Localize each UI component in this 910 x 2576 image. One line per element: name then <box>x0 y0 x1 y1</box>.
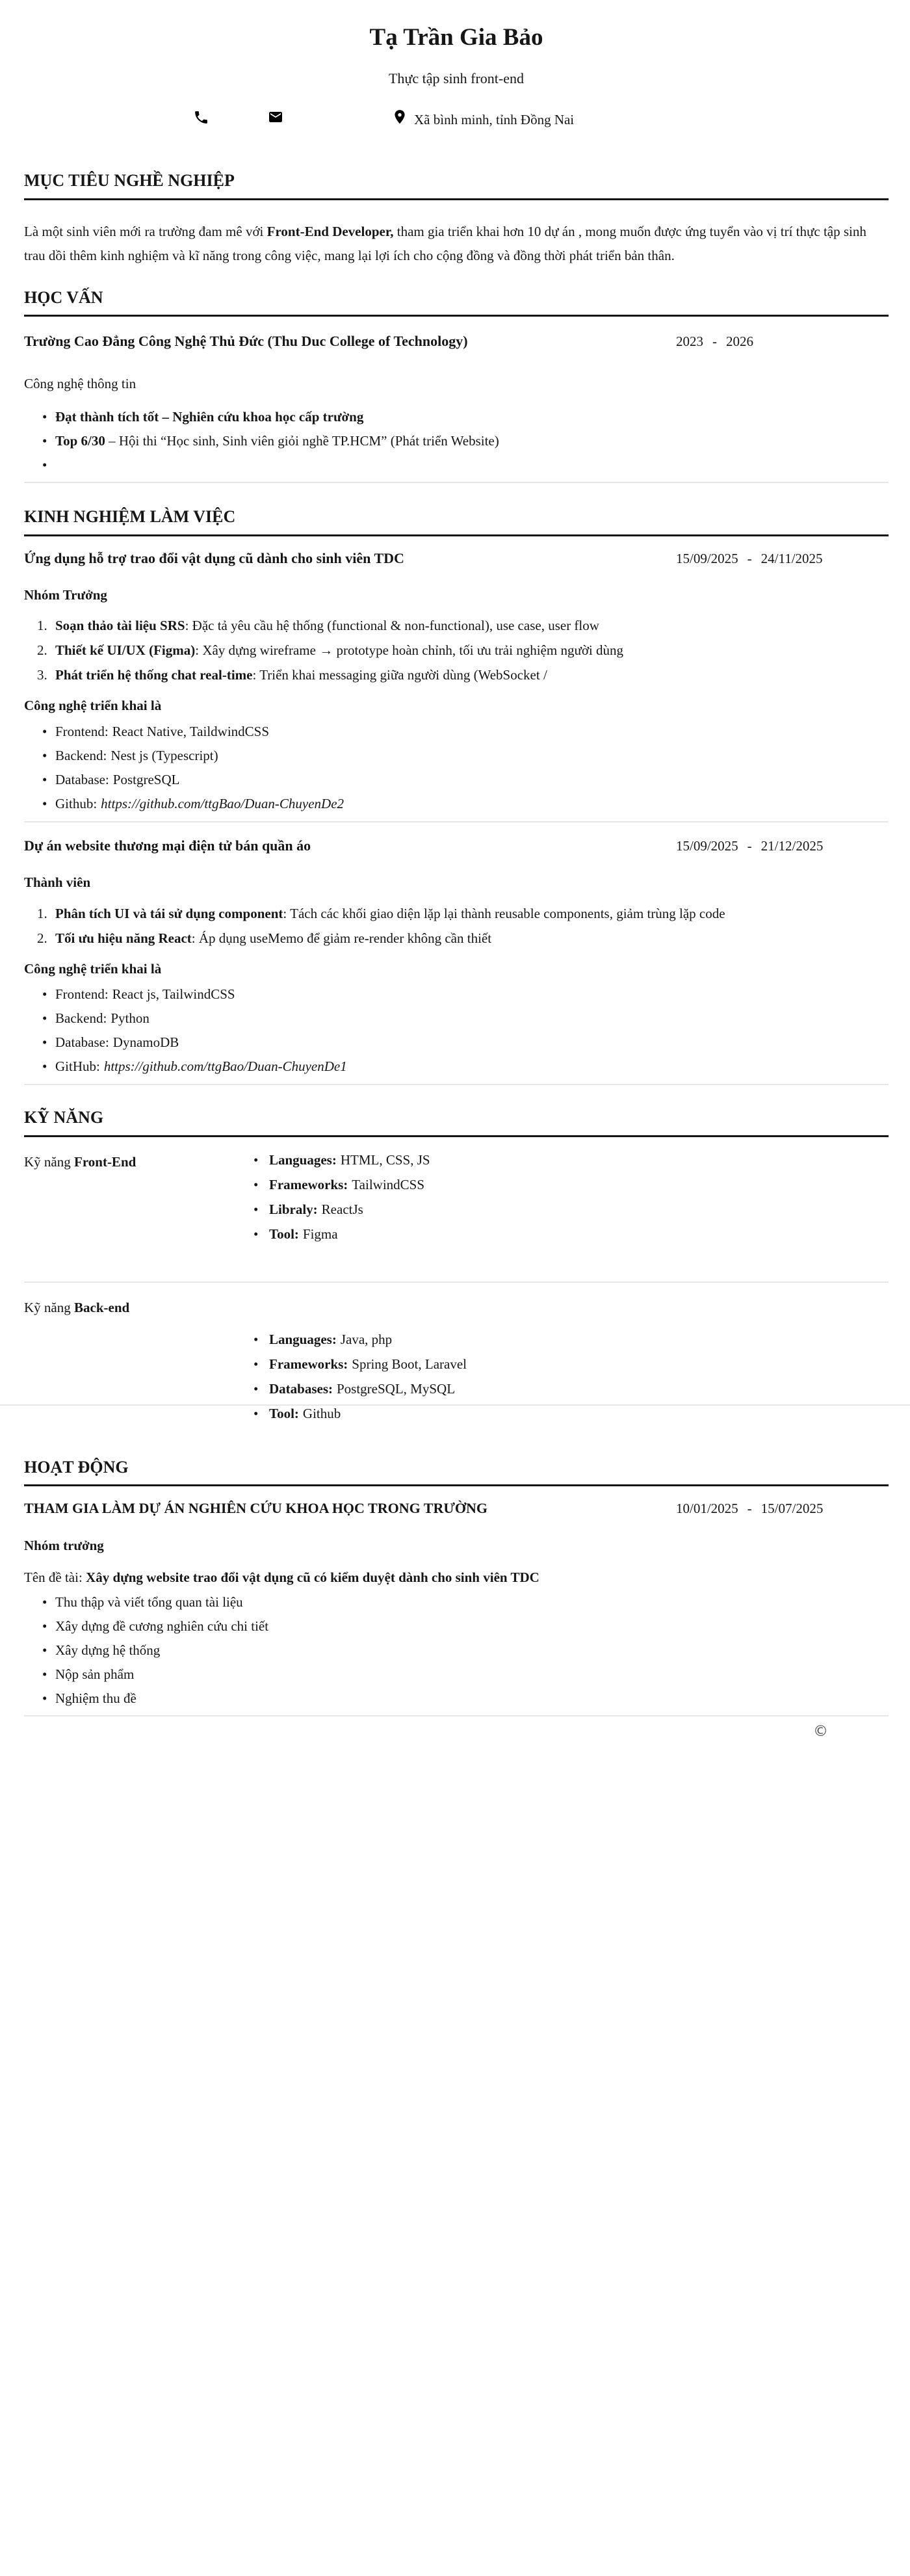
objective-text-bold: Front-End Developer, <box>266 223 394 239</box>
section-heading-objective: MỤC TIÊU NGHỀ NGHIỆP <box>24 171 235 191</box>
contact-email <box>268 109 289 129</box>
date-end: 2026 <box>726 334 753 350</box>
list-item: • Xây dựng đề cương nghiên cứu chi tiết <box>24 1619 889 1633</box>
education-bullet-list <box>24 410 889 472</box>
section-activities <box>24 1457 889 1716</box>
tech-stack-list <box>24 724 889 811</box>
list-item: Thiết kế UI/UX (Figma): Xây dựng wireframe → prototype hoàn chỉnh, tối ưu trải nghiệm người dùng <box>55 642 624 659</box>
activity-role: Nhóm trưởng <box>24 1537 104 1553</box>
skills-group-label: Kỹ năng Back-end <box>24 1299 130 1315</box>
date-start: 15/09/2025 <box>676 837 738 854</box>
activity-bullet-list <box>24 1595 889 1705</box>
section-heading-education: HỌC VẤN <box>24 287 103 307</box>
date-separator: - <box>747 550 752 566</box>
experience-job-1 <box>24 549 889 822</box>
section-experience <box>24 506 889 1085</box>
job-item-header <box>24 837 889 856</box>
skills-group-frontend <box>24 1153 889 1252</box>
skills-group-label: Kỹ năng Front-End <box>24 1153 136 1170</box>
divider <box>24 821 889 822</box>
section-rule <box>24 1484 889 1486</box>
list-item: • Tool: Figma <box>254 1227 889 1241</box>
divider <box>24 1715 889 1716</box>
list-item <box>24 458 889 472</box>
education-dates <box>676 332 889 350</box>
section-rule <box>24 534 889 536</box>
list-item: • Frontend: React js, TailwindCSS <box>24 987 889 1001</box>
phone-icon <box>193 109 209 130</box>
section-heading-experience: KINH NGHIỆM LÀM VIỆC <box>24 507 236 527</box>
list-item: Phát triển hệ thống chat real-time: Triển khai messaging giữa người dùng (WebSocket / <box>55 667 547 683</box>
list-item: • Nghiệm thu đề <box>24 1691 889 1705</box>
list-item: • Database: DynamoDB <box>24 1035 889 1049</box>
job-task-list <box>24 906 889 945</box>
date-start: 10/01/2025 <box>676 1501 738 1517</box>
list-item: • Backend: Python <box>24 1011 889 1025</box>
list-item: • Nộp sản phẩm <box>24 1667 889 1681</box>
address-value: Xã bình minh, tỉnh Đồng Nai <box>414 111 575 127</box>
objective-paragraph <box>24 220 889 268</box>
job-role: Thành viên <box>24 874 91 891</box>
date-end: 21/12/2025 <box>760 837 824 854</box>
list-item: • Top 6/30 – Hội thi “Học sinh, Sinh viên giỏi nghề TP.HCM” (Phát triển Website) <box>24 434 889 448</box>
date-separator: - <box>712 334 717 350</box>
job-dates <box>676 837 889 855</box>
footer-row <box>24 1722 889 1742</box>
contact-row <box>193 111 889 129</box>
github-link: https://github.com/ttgBao/Duan-ChuyenDe1 <box>103 1058 347 1075</box>
list-item: • Frameworks: TailwindCSS <box>254 1177 889 1192</box>
github-link: https://github.com/ttgBao/Duan-ChuyenDe2 <box>101 795 344 811</box>
list-item: Tối ưu hiệu năng React: Áp dụng useMemo để giảm re-render không cần thiết <box>55 930 492 946</box>
objective-text-after: tham gia triển khai hơn 10 dự án , mong muốn được ứng tuyển vào vị trí thực tập sinh trau dồi thêm kinh nghiệm và kĩ năng trong công việc, mang lại lợi ích cho cộng đồng và đồng thời phát triển bản thân. <box>24 223 866 263</box>
experience-job-2 <box>24 837 889 1085</box>
list-item: Phân tích UI và tái sử dụng component: Tách các khối giao diện lặp lại thành reusable components, giảm trùng lặp code <box>55 905 725 921</box>
divider <box>24 1084 889 1085</box>
page-title: Tạ Trần Gia Bảo <box>369 24 543 51</box>
tech-stack-list <box>24 987 889 1073</box>
job-title-subtitle: Thực tập sinh front-end <box>388 70 525 87</box>
list-item: • Github: https://github.com/ttgBao/Duan-ChuyenDe2 <box>24 796 889 811</box>
list-item: • Tool: Github <box>254 1406 889 1421</box>
skills-list <box>254 1332 889 1431</box>
date-end: 24/11/2025 <box>760 550 823 566</box>
list-item: • Frameworks: Spring Boot, Laravel <box>254 1357 889 1371</box>
job-item-header <box>24 549 889 568</box>
section-rule <box>24 1135 889 1137</box>
list-item: • Thu thập và viết tổng quan tài liệu <box>24 1595 889 1609</box>
activity-dates <box>676 1499 889 1518</box>
section-education <box>24 287 889 483</box>
list-item: • Đạt thành tích tốt – Nghiên cứu khoa học cấp trường <box>24 410 889 424</box>
activity-title: THAM GIA LÀM DỰ ÁN NGHIÊN CỨU KHOA HỌC TRONG TRƯỜNG <box>24 1500 488 1517</box>
contact-address <box>391 108 574 131</box>
job-role: Nhóm Trưởng <box>24 587 107 603</box>
school-name: Trường Cao Đẳng Công Nghệ Thủ Đức (Thu Duc College of Technology) <box>24 333 468 350</box>
divider <box>0 1404 910 1406</box>
job-task-list <box>24 618 889 682</box>
date-end: 15/07/2025 <box>760 1501 824 1517</box>
list-item: • Xây dựng hệ thống <box>24 1643 889 1657</box>
education-major: Công nghệ thông tin <box>24 375 136 391</box>
date-separator: - <box>747 837 752 854</box>
section-rule <box>24 315 889 317</box>
job-title: Ứng dụng hỗ trợ trao đổi vật dụng cũ dành cho sinh viên TDC <box>24 549 404 566</box>
job-title: Dự án website thương mại điện tử bán quần áo <box>24 837 311 854</box>
list-item: • Backend: Nest js (Typescript) <box>24 748 889 763</box>
resume-header <box>24 23 889 129</box>
divider <box>24 1281 889 1283</box>
objective-text-before: Là một sinh viên mới ra trường đam mê với <box>24 223 267 239</box>
location-pin-icon <box>391 108 408 131</box>
list-item: • Libraly: ReactJs <box>254 1202 889 1216</box>
list-item: • Database: PostgreSQL <box>24 772 889 787</box>
education-item-header <box>24 332 889 351</box>
list-item: • Languages: Java, php <box>254 1332 889 1347</box>
contact-phone <box>193 109 215 130</box>
section-heading-skills: KỸ NĂNG <box>24 1108 104 1127</box>
section-rule <box>24 198 889 200</box>
activity-item-header <box>24 1499 889 1518</box>
date-start: 2023 <box>676 334 703 350</box>
tech-stack-heading: Công nghệ triển khai là <box>24 960 162 977</box>
list-item: Soạn thảo tài liệu SRS: Đặc tả yêu cầu hệ thống (functional & non-functional), use case, user flow <box>55 618 599 634</box>
list-item: • Databases: PostgreSQL, MySQL <box>254 1382 889 1396</box>
job-dates <box>676 549 889 568</box>
tech-stack-heading: Công nghệ triển khai là <box>24 698 162 714</box>
activity-topic: Tên đề tài: Xây dựng website trao đổi vật dụng cũ có kiểm duyệt dành cho sinh viên TDC <box>24 1570 540 1586</box>
skills-list <box>254 1153 889 1252</box>
email-icon <box>268 109 283 129</box>
date-start: 15/09/2025 <box>676 550 738 566</box>
section-heading-activities: HOẠT ĐỘNG <box>24 1457 129 1477</box>
divider <box>24 482 889 483</box>
skills-group-backend <box>24 1298 889 1438</box>
date-separator: - <box>747 1501 752 1517</box>
section-objective <box>24 170 889 268</box>
list-item: • Frontend: React Native, TaildwindCSS <box>24 724 889 739</box>
copyright-icon: © <box>813 1723 828 1741</box>
list-item: • GitHub: https://github.com/ttgBao/Duan-ChuyenDe1 <box>24 1059 889 1073</box>
section-skills <box>24 1107 889 1438</box>
list-item: • Languages: HTML, CSS, JS <box>254 1153 889 1167</box>
